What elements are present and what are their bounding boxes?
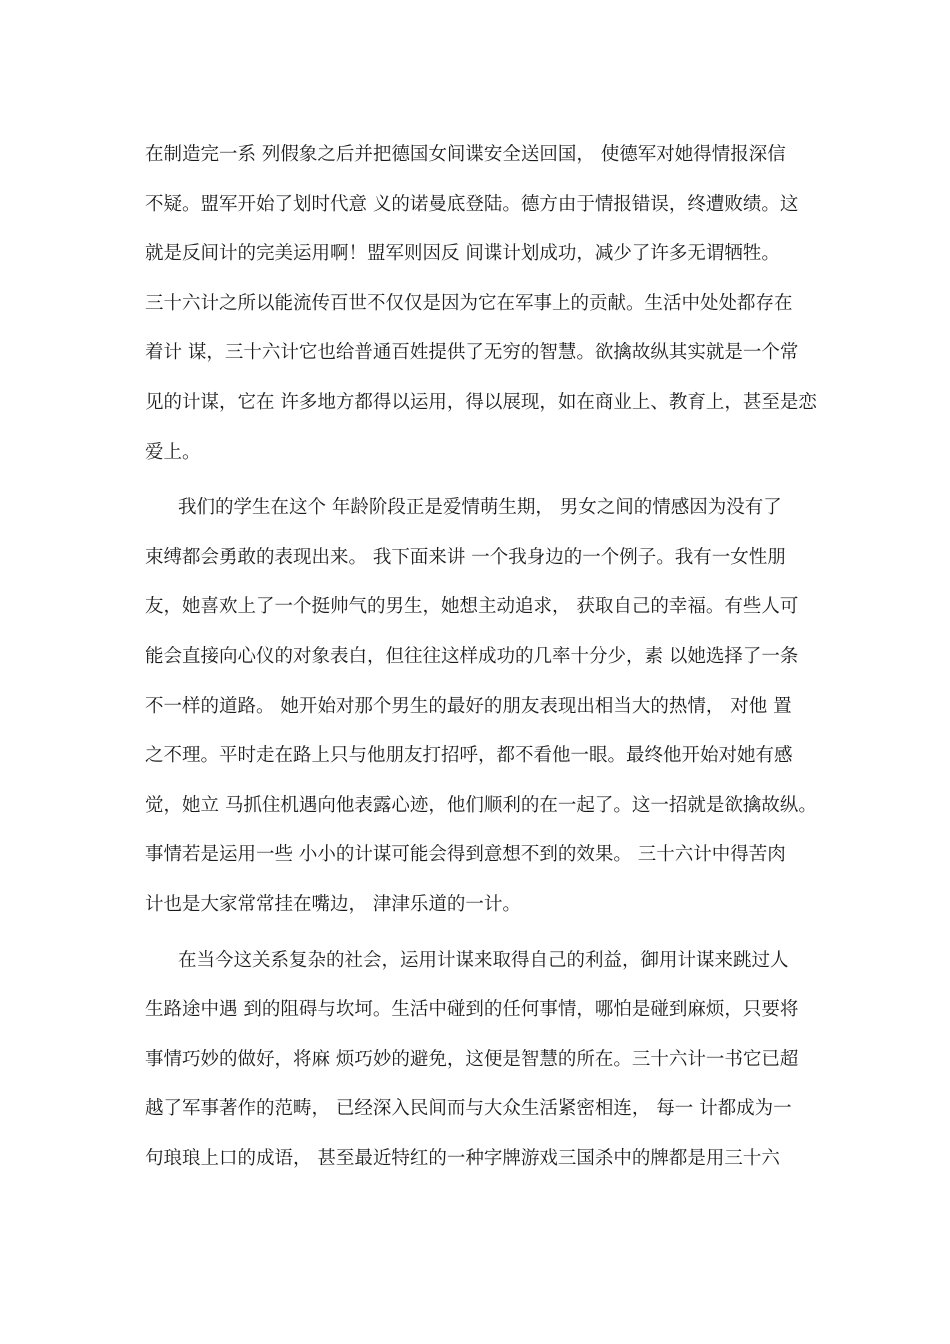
text-line: 友，她喜欢上了一个挺帅气的男生，她想主动追求， 获取自己的幸福。有些人可 — [145, 596, 799, 618]
document-body — [145, 130, 815, 1183]
paragraph-3 — [145, 936, 815, 1184]
text-line: 计也是大家常常挂在嘴边， 津津乐道的一计。 — [145, 893, 521, 915]
text-line: 就是反间计的完美运用啊！盟军则因反 间谍计划成功，减少了许多无谓牺牲。 — [145, 243, 780, 265]
text-line: 事情若是运用一些 小小的计谋可能会得到意想不到的效果。 三十六计中得苦肉 — [145, 844, 786, 866]
text-line: 着计 谋，三十六计它也给普通百姓提供了无穷的智慧。欲擒故纵其实就是一个常 — [145, 342, 799, 364]
text-line: 在制造完一系 列假象之后并把德国女间谍安全送回国， 使德军对她得情报深信 — [145, 144, 786, 165]
text-line: 见的计谋，它在 许多地方都得以运用，得以展现，如在商业上、教育上，甚至是恋 — [145, 391, 817, 413]
text-line: 事情巧妙的做好，将麻 烦巧妙的避免，这便是智慧的所在。三十六计一书它已超 — [145, 1048, 799, 1070]
text-line: 越了军事著作的范畴， 已经深入民间而与大众生活紧密相连， 每一 计都成为一 — [145, 1098, 792, 1120]
text-line: 生路途中遇 到的阻碍与坎坷。生活中碰到的任何事情，哪怕是碰到麻烦，只要将 — [145, 999, 799, 1021]
text-line: 在当今这关系复杂的社会，运用计谋来取得自己的利益，御用计谋来跳过人 — [178, 949, 789, 971]
text-line: 我们的学生在这个 年龄阶段正是爱情萌生期， 男女之间的情感因为没有了 — [178, 497, 782, 519]
text-line: 之不理。平时走在路上只与他朋友打招呼，都不看他一眼。最终他开始对她有感 — [145, 745, 793, 767]
text-line: 句琅琅上口的成语， 甚至最近特红的一种字牌游戏三国杀中的牌都是用三十六 — [145, 1147, 780, 1169]
text-line: 束缚都会勇敢的表现出来。 我下面来讲 一个我身边的一个例子。我有一女性朋 — [145, 546, 786, 568]
text-line: 觉，她立 马抓住机遇向他表露心迹，他们顺利的在一起了。这一招就是欲擒故纵。 — [145, 794, 817, 816]
text-line: 能会直接向心仪的对象表白，但往往这样成功的几率十分少，素 以她选择了一条 — [145, 645, 799, 667]
text-line: 三十六计之所以能流传百世不仅仅是因为它在军事上的贡献。生活中处处都存在 — [145, 292, 793, 314]
text-line: 爱上。 — [145, 441, 201, 463]
text-line: 不一样的道路。 她开始对那个男生的最好的朋友表现出相当大的热情， 对他 置 — [145, 695, 792, 717]
paragraph-1 — [145, 130, 815, 477]
paragraph-2 — [145, 483, 815, 929]
text-line: 不疑。盟军开始了划时代意 义的诺曼底登陆。德方由于情报错误，终遭败绩。这 — [145, 193, 799, 215]
